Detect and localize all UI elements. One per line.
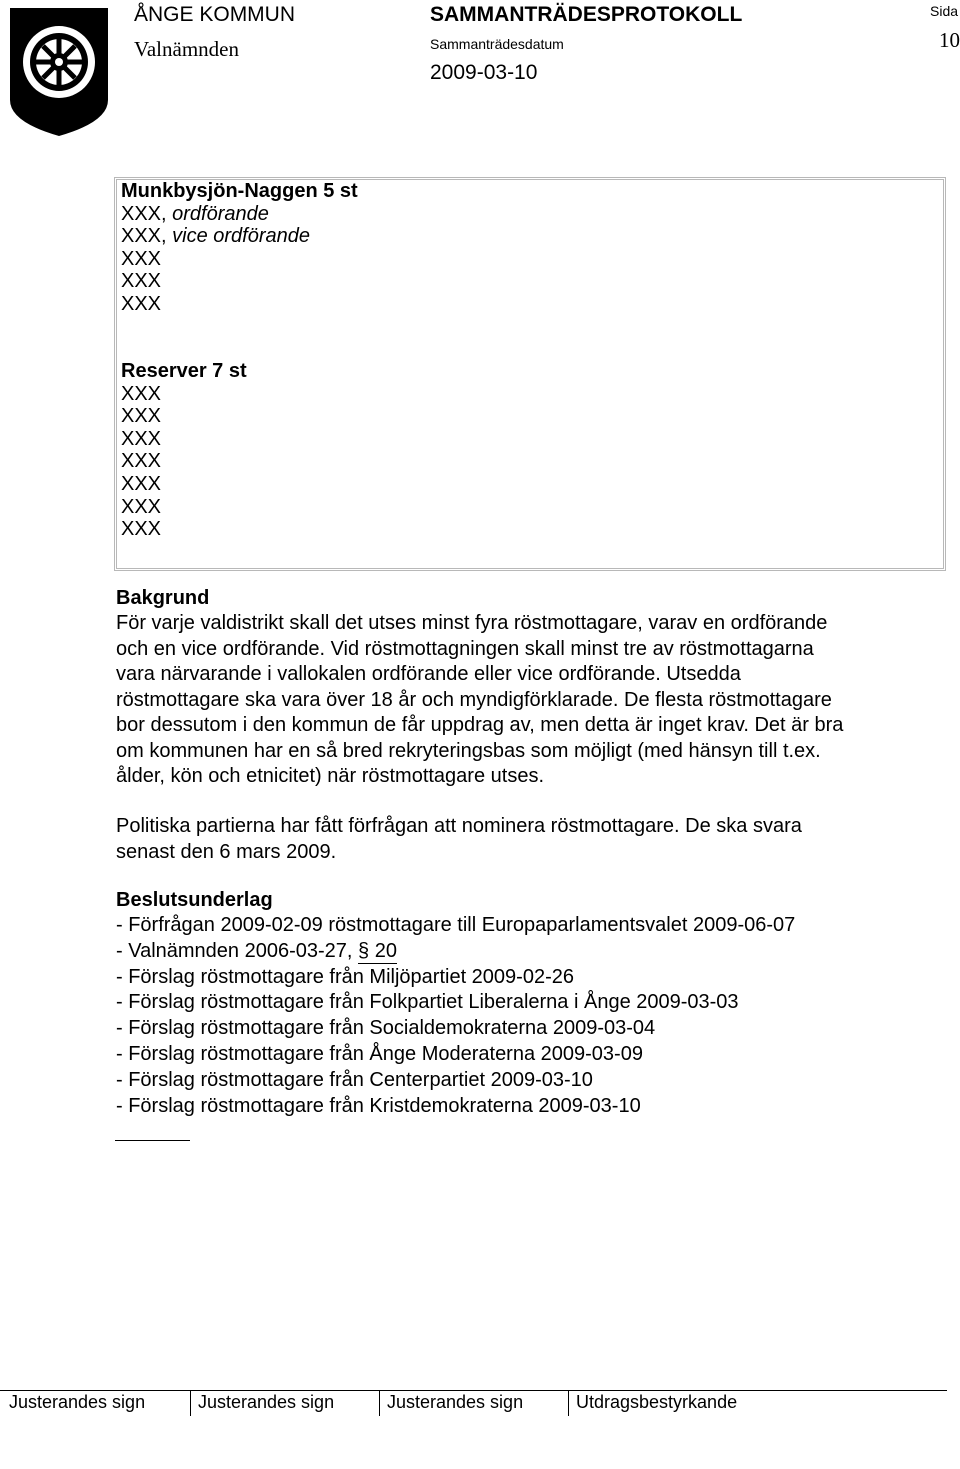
background-line: och en vice ordförande. Vid röstmottagningen skall minst tre av röstmottagarna bbox=[116, 637, 814, 660]
footer-divider bbox=[379, 1390, 380, 1416]
footer-divider bbox=[568, 1390, 569, 1416]
background-line: bor dessutom i den kommun de får uppdrag av, men detta är inget krav. Det är bra bbox=[116, 714, 844, 736]
basis-item: - Förslag röstmottagare från Socialdemokraterna 2009-03-04 bbox=[116, 1017, 656, 1040]
department-name: Valnämnden bbox=[134, 37, 239, 61]
signature-field: Justerandes sign bbox=[198, 1392, 335, 1412]
background-line: ålder, kön och etnicitet) när röstmottagare utses. bbox=[116, 765, 544, 787]
reserves-heading: Reserver 7 st bbox=[121, 360, 247, 382]
district-heading: Munkbysjön-Naggen 5 st bbox=[121, 180, 358, 202]
reserve-row: XXX bbox=[121, 495, 162, 518]
background-section bbox=[116, 585, 843, 790]
member-row: XXX bbox=[121, 247, 162, 270]
certification-field: Utdragsbestyrkande bbox=[576, 1392, 738, 1412]
signature-field: Justerandes sign bbox=[387, 1392, 524, 1412]
reserves-list bbox=[121, 360, 247, 541]
basis-item: - Förfrågan 2009-02-09 röstmottagare till Europaparlamentsvalet 2009-06-07 bbox=[116, 914, 796, 936]
page-label: Sida bbox=[930, 3, 959, 19]
reserve-row: XXX bbox=[121, 382, 162, 405]
member-row: XXX bbox=[121, 270, 162, 293]
basis-item: - Förslag röstmottagare från Folkpartiet Liberalerna i Ånge 2009-03-03 bbox=[116, 991, 739, 1014]
basis-item: - Förslag röstmottagare från Kristdemokraterna 2009-03-10 bbox=[116, 1094, 641, 1117]
paragraph-line: senast den 6 mars 2009. bbox=[116, 841, 337, 863]
background-heading: Bakgrund bbox=[116, 587, 210, 609]
meeting-date-label: Sammanträdesdatum bbox=[430, 36, 564, 52]
background-paragraph-2 bbox=[116, 813, 802, 865]
municipality-name: ÅNGE KOMMUN bbox=[134, 3, 296, 26]
footer-divider bbox=[190, 1390, 191, 1416]
background-line: För varje valdistrikt skall det utses minst fyra röstmottagare, varav en ordförande bbox=[116, 612, 828, 634]
basis-heading: Beslutsunderlag bbox=[116, 889, 273, 911]
background-line: om kommunen har en så bred rekryteringsbas som möjligt (med hänsyn till t.ex. bbox=[116, 739, 821, 762]
basis-item: - Förslag röstmottagare från Ånge Moderaterna 2009-03-09 bbox=[116, 1042, 643, 1065]
district-members-list bbox=[121, 180, 358, 316]
basis-item: - Valnämnden 2006-03-27, § 20 bbox=[116, 939, 795, 965]
member-row: XXX, ordförande bbox=[121, 202, 269, 225]
reserve-row: XXX bbox=[121, 405, 162, 428]
basis-list bbox=[116, 913, 795, 1119]
basis-item: - Förslag röstmottagare från Centerpartiet 2009-03-10 bbox=[116, 1068, 593, 1091]
page-number: 10 bbox=[939, 28, 960, 52]
reserve-row: XXX bbox=[121, 427, 162, 450]
section-reference: § 20 bbox=[358, 939, 397, 965]
ange-kommun-logo bbox=[8, 4, 110, 138]
meeting-date: 2009-03-10 bbox=[430, 61, 538, 84]
background-line: röstmottagare ska vara över 18 år och myndigförklarade. De flesta röstmottagare bbox=[116, 688, 832, 711]
background-line: vara närvarande i vallokalen ordförande eller vice ordförande. Utsedda bbox=[116, 663, 741, 685]
basis-item: - Förslag röstmottagare från Miljöpartiet 2009-02-26 bbox=[116, 965, 574, 988]
member-row: XXX bbox=[121, 292, 162, 315]
document-type: SAMMANTRÄDESPROTOKOLL bbox=[430, 3, 743, 26]
reserve-row: XXX bbox=[121, 472, 162, 495]
paragraph-line: Politiska partierna har fått förfrågan att nominera röstmottagare. De ska svara bbox=[116, 815, 802, 837]
reserve-row: XXX bbox=[121, 450, 162, 473]
reserve-row: XXX bbox=[121, 518, 162, 541]
member-row: XXX, vice ordförande bbox=[121, 225, 311, 248]
end-rule bbox=[115, 1140, 190, 1141]
footer-rule bbox=[0, 1390, 947, 1391]
signature-field: Justerandes sign bbox=[9, 1392, 146, 1412]
